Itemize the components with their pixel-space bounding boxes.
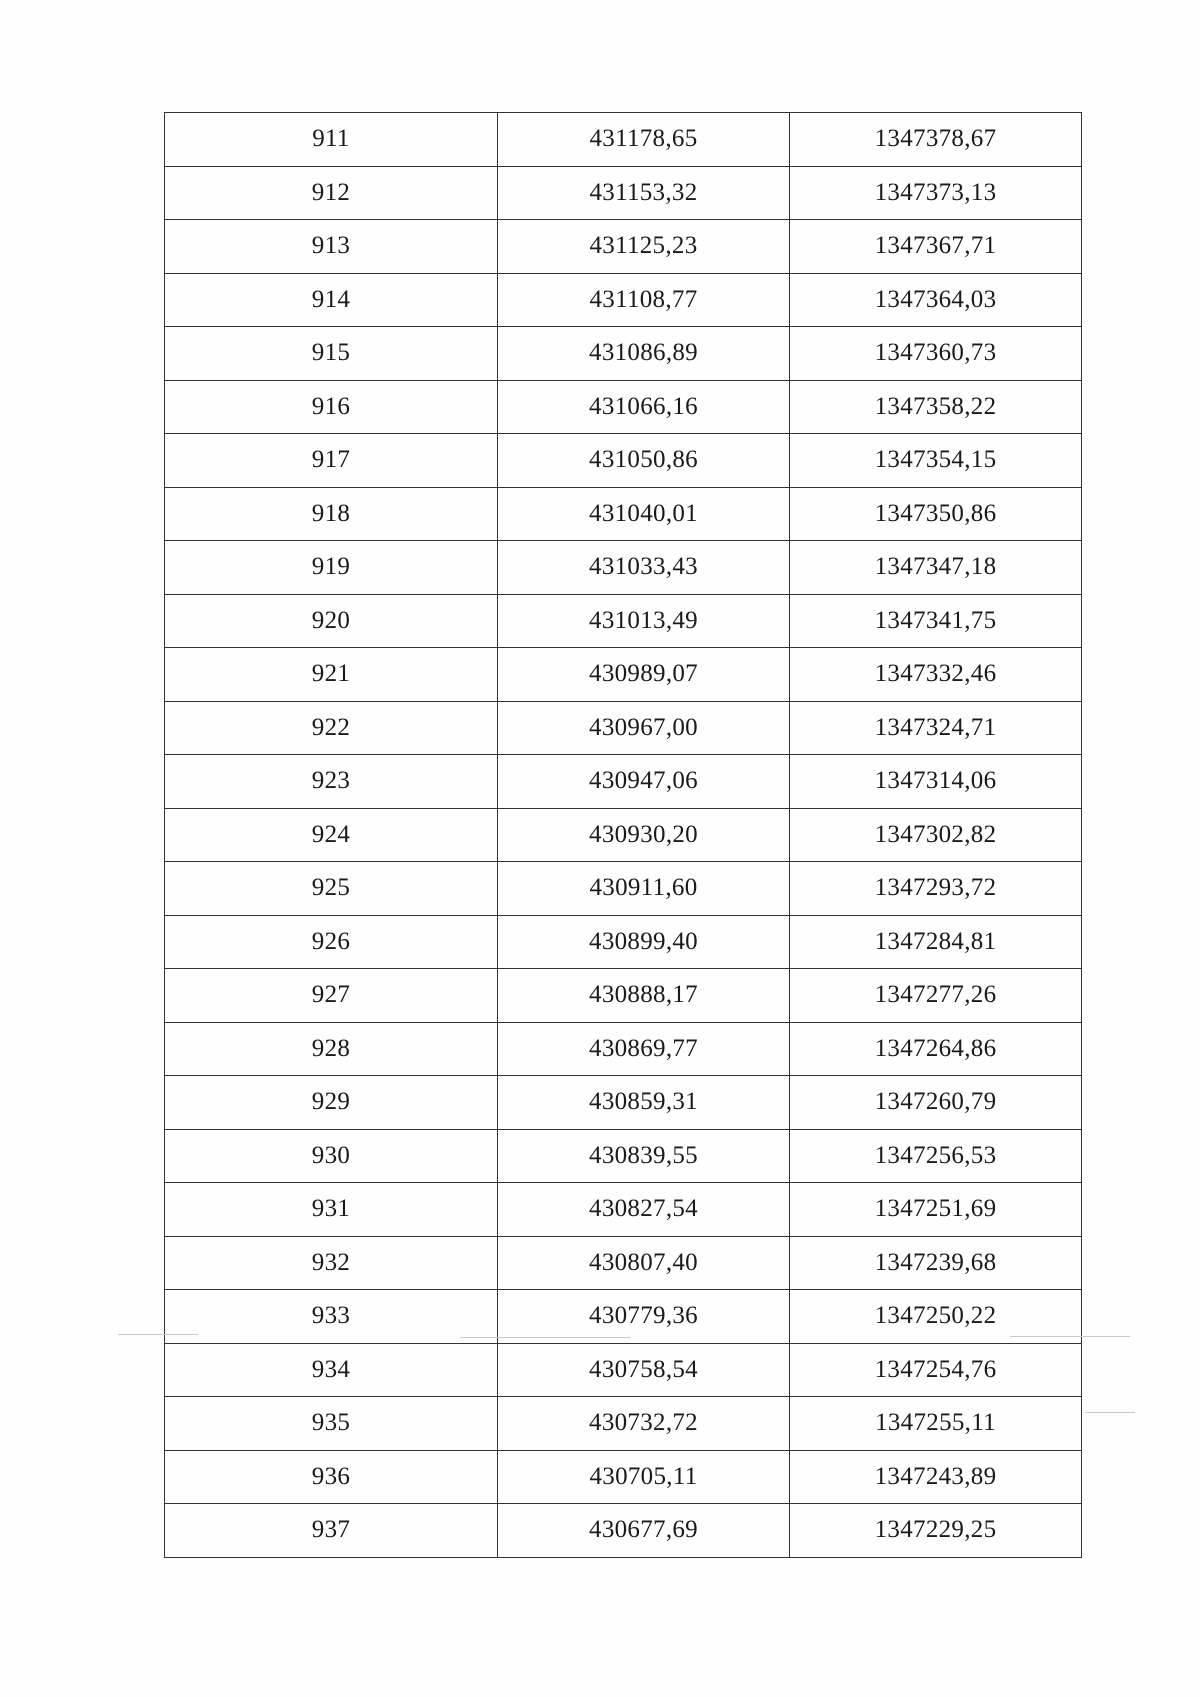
table-row xyxy=(165,166,1082,220)
scan-artifact xyxy=(118,1334,198,1335)
table-row xyxy=(165,648,1082,702)
x-coordinate-cell: 430732,72 xyxy=(498,1397,790,1451)
point-number-cell: 934 xyxy=(165,1343,498,1397)
x-coordinate-cell: 430869,77 xyxy=(498,1022,790,1076)
x-coordinate-cell: 430705,11 xyxy=(498,1450,790,1504)
y-coordinate-cell: 1347256,53 xyxy=(790,1129,1082,1183)
table-row xyxy=(165,1183,1082,1237)
point-number-cell: 920 xyxy=(165,594,498,648)
y-coordinate-cell: 1347364,03 xyxy=(790,273,1082,327)
y-coordinate-cell: 1347367,71 xyxy=(790,220,1082,274)
y-coordinate-cell: 1347260,79 xyxy=(790,1076,1082,1130)
table-row xyxy=(165,1397,1082,1451)
x-coordinate-cell: 430989,07 xyxy=(498,648,790,702)
y-coordinate-cell: 1347350,86 xyxy=(790,487,1082,541)
table-row xyxy=(165,808,1082,862)
x-coordinate-cell: 431153,32 xyxy=(498,166,790,220)
y-coordinate-cell: 1347239,68 xyxy=(790,1236,1082,1290)
y-coordinate-cell: 1347229,25 xyxy=(790,1504,1082,1558)
scan-artifact xyxy=(460,1337,630,1338)
table-row xyxy=(165,541,1082,595)
point-number-cell: 916 xyxy=(165,380,498,434)
point-number-cell: 919 xyxy=(165,541,498,595)
point-number-cell: 926 xyxy=(165,915,498,969)
table-row xyxy=(165,487,1082,541)
table-row xyxy=(165,594,1082,648)
y-coordinate-cell: 1347284,81 xyxy=(790,915,1082,969)
table-row xyxy=(165,220,1082,274)
x-coordinate-cell: 431125,23 xyxy=(498,220,790,274)
table-row xyxy=(165,327,1082,381)
y-coordinate-cell: 1347347,18 xyxy=(790,541,1082,595)
x-coordinate-cell: 431066,16 xyxy=(498,380,790,434)
y-coordinate-cell: 1347243,89 xyxy=(790,1450,1082,1504)
point-number-cell: 927 xyxy=(165,969,498,1023)
y-coordinate-cell: 1347314,06 xyxy=(790,755,1082,809)
x-coordinate-cell: 431086,89 xyxy=(498,327,790,381)
x-coordinate-cell: 430827,54 xyxy=(498,1183,790,1237)
point-number-cell: 936 xyxy=(165,1450,498,1504)
point-number-cell: 917 xyxy=(165,434,498,488)
point-number-cell: 915 xyxy=(165,327,498,381)
x-coordinate-cell: 431040,01 xyxy=(498,487,790,541)
point-number-cell: 935 xyxy=(165,1397,498,1451)
table-row xyxy=(165,1236,1082,1290)
table-row xyxy=(165,862,1082,916)
point-number-cell: 930 xyxy=(165,1129,498,1183)
point-number-cell: 937 xyxy=(165,1504,498,1558)
y-coordinate-cell: 1347360,73 xyxy=(790,327,1082,381)
point-number-cell: 933 xyxy=(165,1290,498,1344)
y-coordinate-cell: 1347254,76 xyxy=(790,1343,1082,1397)
x-coordinate-cell: 430779,36 xyxy=(498,1290,790,1344)
point-number-cell: 925 xyxy=(165,862,498,916)
y-coordinate-cell: 1347373,13 xyxy=(790,166,1082,220)
table-row xyxy=(165,113,1082,167)
y-coordinate-cell: 1347378,67 xyxy=(790,113,1082,167)
x-coordinate-cell: 430677,69 xyxy=(498,1504,790,1558)
table-row xyxy=(165,273,1082,327)
point-number-cell: 929 xyxy=(165,1076,498,1130)
x-coordinate-cell: 430911,60 xyxy=(498,862,790,916)
y-coordinate-cell: 1347341,75 xyxy=(790,594,1082,648)
x-coordinate-cell: 431050,86 xyxy=(498,434,790,488)
table-row xyxy=(165,434,1082,488)
point-number-cell: 928 xyxy=(165,1022,498,1076)
x-coordinate-cell: 430888,17 xyxy=(498,969,790,1023)
table-row xyxy=(165,701,1082,755)
coordinates-table-body xyxy=(165,113,1082,1558)
point-number-cell: 921 xyxy=(165,648,498,702)
x-coordinate-cell: 430967,00 xyxy=(498,701,790,755)
y-coordinate-cell: 1347354,15 xyxy=(790,434,1082,488)
table-row xyxy=(165,1022,1082,1076)
x-coordinate-cell: 431178,65 xyxy=(498,113,790,167)
x-coordinate-cell: 430947,06 xyxy=(498,755,790,809)
table-row xyxy=(165,969,1082,1023)
scan-artifact xyxy=(1010,1336,1130,1337)
point-number-cell: 913 xyxy=(165,220,498,274)
coordinates-table xyxy=(164,112,1082,1558)
y-coordinate-cell: 1347255,11 xyxy=(790,1397,1082,1451)
table-row xyxy=(165,755,1082,809)
x-coordinate-cell: 430930,20 xyxy=(498,808,790,862)
y-coordinate-cell: 1347250,22 xyxy=(790,1290,1082,1344)
table-row xyxy=(165,380,1082,434)
table-row xyxy=(165,1450,1082,1504)
x-coordinate-cell: 430839,55 xyxy=(498,1129,790,1183)
point-number-cell: 931 xyxy=(165,1183,498,1237)
table-row xyxy=(165,915,1082,969)
table-row xyxy=(165,1076,1082,1130)
point-number-cell: 914 xyxy=(165,273,498,327)
scan-artifact xyxy=(1085,1412,1135,1413)
y-coordinate-cell: 1347302,82 xyxy=(790,808,1082,862)
x-coordinate-cell: 430807,40 xyxy=(498,1236,790,1290)
y-coordinate-cell: 1347358,22 xyxy=(790,380,1082,434)
y-coordinate-cell: 1347264,86 xyxy=(790,1022,1082,1076)
point-number-cell: 922 xyxy=(165,701,498,755)
y-coordinate-cell: 1347251,69 xyxy=(790,1183,1082,1237)
x-coordinate-cell: 431108,77 xyxy=(498,273,790,327)
point-number-cell: 918 xyxy=(165,487,498,541)
table-row xyxy=(165,1290,1082,1344)
table-row xyxy=(165,1343,1082,1397)
y-coordinate-cell: 1347293,72 xyxy=(790,862,1082,916)
x-coordinate-cell: 431033,43 xyxy=(498,541,790,595)
point-number-cell: 923 xyxy=(165,755,498,809)
point-number-cell: 924 xyxy=(165,808,498,862)
point-number-cell: 932 xyxy=(165,1236,498,1290)
y-coordinate-cell: 1347332,46 xyxy=(790,648,1082,702)
point-number-cell: 911 xyxy=(165,113,498,167)
table-row xyxy=(165,1504,1082,1558)
y-coordinate-cell: 1347277,26 xyxy=(790,969,1082,1023)
table-row xyxy=(165,1129,1082,1183)
x-coordinate-cell: 431013,49 xyxy=(498,594,790,648)
x-coordinate-cell: 430758,54 xyxy=(498,1343,790,1397)
y-coordinate-cell: 1347324,71 xyxy=(790,701,1082,755)
point-number-cell: 912 xyxy=(165,166,498,220)
x-coordinate-cell: 430899,40 xyxy=(498,915,790,969)
x-coordinate-cell: 430859,31 xyxy=(498,1076,790,1130)
